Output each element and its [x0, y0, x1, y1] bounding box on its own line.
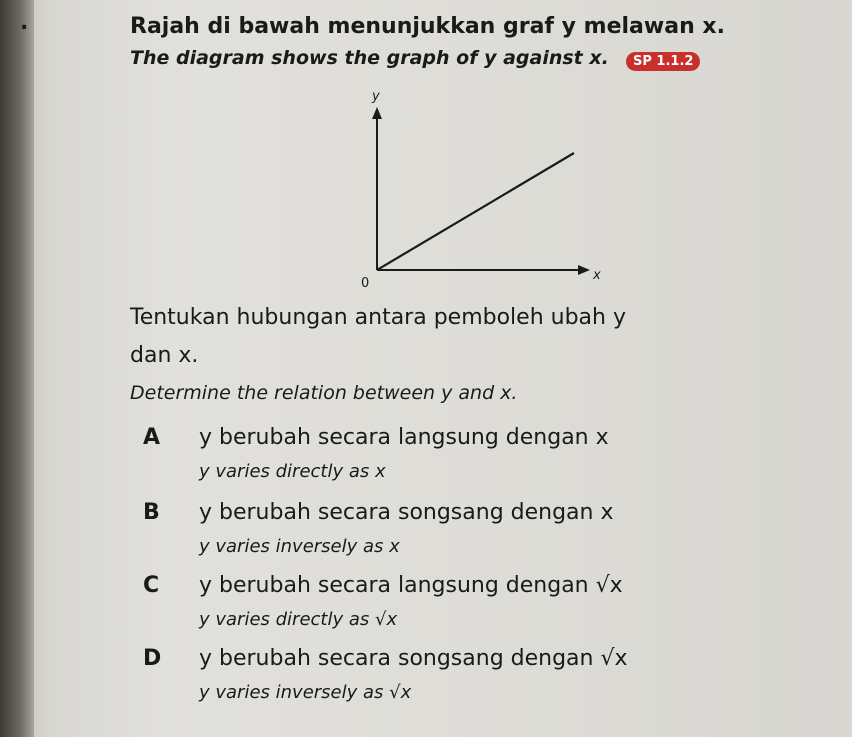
instruction-malay-line1: Tentukan hubungan antara pemboleh ubah y [130, 305, 626, 330]
option-c-letter: C [143, 573, 160, 598]
option-d-english: y varies inversely as √x [199, 682, 412, 703]
option-d-malay: y berubah secara songsang dengan √x [199, 646, 628, 671]
x-axis-label: x [593, 268, 601, 283]
option-d-letter: D [143, 646, 162, 671]
option-c-english: y varies directly as √x [199, 609, 398, 630]
question-text-malay: Rajah di bawah menunjukkan graf y melawan x. [130, 14, 725, 39]
page-edge [0, 0, 34, 737]
option-b-letter: B [143, 500, 160, 525]
instruction-malay-line2: dan x. [130, 343, 199, 368]
question-text-english: The diagram shows the graph of y against x. [130, 47, 609, 69]
x-axis-arrow [578, 265, 590, 275]
graph-line [377, 153, 574, 270]
instruction-english: Determine the relation between y and x. [130, 382, 518, 404]
origin-label: 0 [361, 276, 370, 291]
y-axis-label: y [372, 89, 380, 104]
sp-badge: SP 1.1.2 [626, 52, 700, 71]
option-b-malay: y berubah secara songsang dengan x [199, 500, 614, 525]
option-a-letter: A [143, 425, 161, 450]
question-bullet: . [20, 10, 29, 35]
graph-y-against-x [340, 80, 610, 295]
option-b-english: y varies inversely as x [199, 536, 400, 557]
option-a-malay: y berubah secara langsung dengan x [199, 425, 609, 450]
y-axis-arrow [372, 107, 382, 119]
option-a-english: y varies directly as x [199, 461, 386, 482]
option-c-malay: y berubah secara langsung dengan √x [199, 573, 623, 598]
